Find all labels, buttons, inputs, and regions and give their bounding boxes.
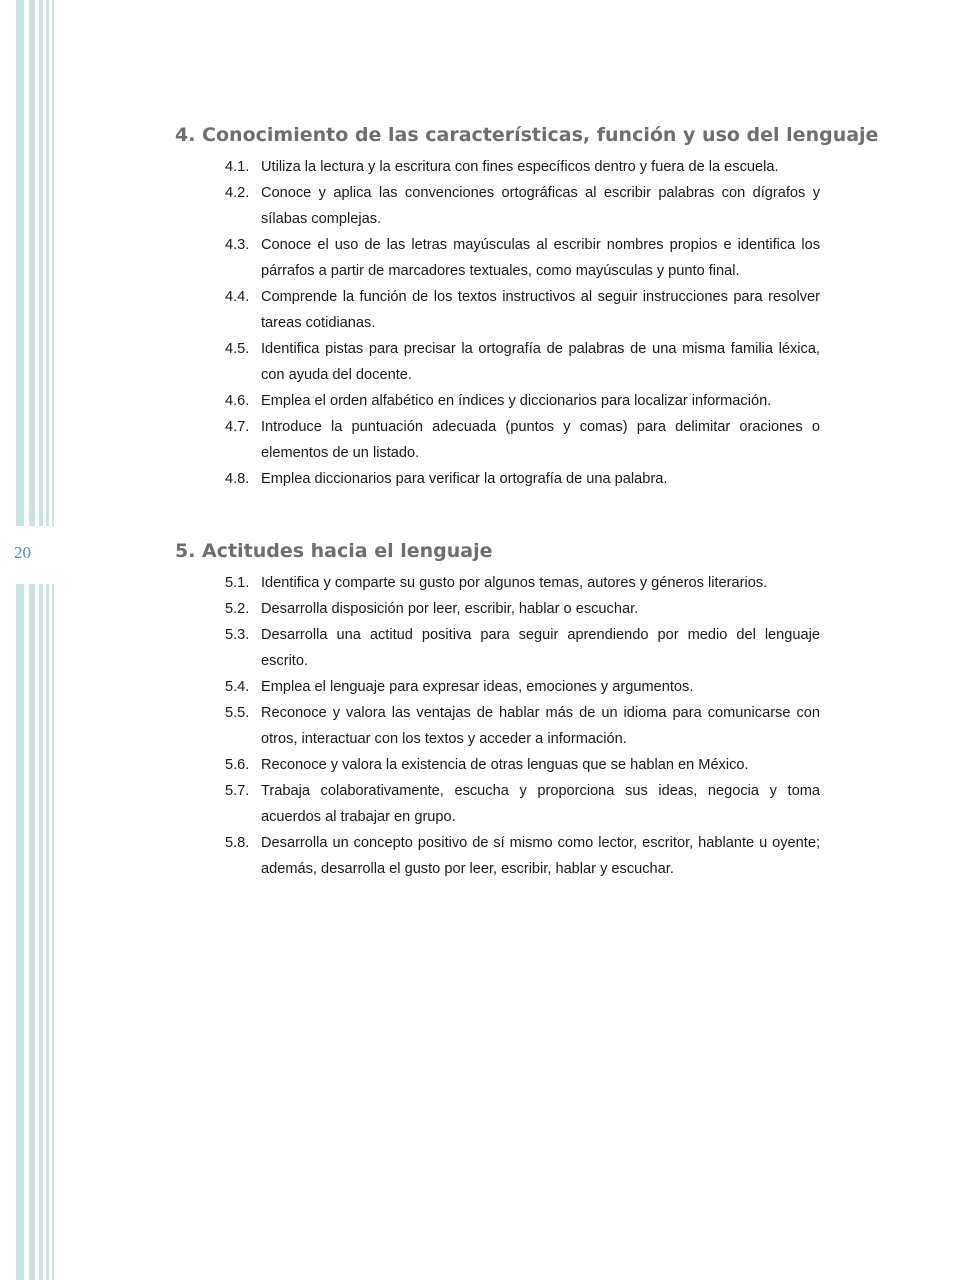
item-text: Introduce la puntuación adecuada (puntos y comas) para delimitar oraciones o elementos de un listado. [261,419,820,461]
list-item [175,336,820,388]
item-text: Utiliza la lectura y la escritura con fines específicos dentro y fuera de la escuela. [261,159,779,175]
section-item-list [175,154,825,492]
list-item [175,596,820,622]
item-number: 4.1. [225,159,250,175]
item-text: Desarrolla una actitud positiva para seguir aprendiendo por medio del lenguaje escrito. [261,627,820,669]
item-number: 5.1. [225,575,250,591]
margin-stripes [0,0,60,1280]
item-text: Desarrolla disposición por leer, escribir, hablar o escuchar. [261,601,639,617]
item-number: 4.2. [225,185,250,201]
section-actitudes [175,537,825,882]
section-item-list [175,570,825,882]
list-item [175,622,820,674]
item-text: Comprende la función de los textos instructivos al seguir instrucciones para resolver tareas cotidianas. [261,289,820,331]
section-title: 5. Actitudes hacia el lenguaje [175,540,493,562]
list-item [175,674,820,700]
item-text: Identifica pistas para precisar la ortografía de palabras de una misma familia léxica, con ayuda del docente. [261,341,820,383]
list-item [175,414,820,466]
page-number: 20 [14,543,31,562]
list-item [175,778,820,830]
margin-stripe [52,0,54,1280]
section-conocimiento [175,121,879,492]
item-number: 4.5. [225,341,250,357]
item-text: Conoce el uso de las letras mayúsculas al escribir nombres propios e identifica los párrafos a partir de marcadores textuales, como mayúsculas y punto final. [261,237,820,279]
item-text: Identifica y comparte su gusto por algunos temas, autores y géneros literarios. [261,575,768,591]
list-item [175,570,820,596]
margin-stripe [29,0,35,1280]
item-number: 5.5. [225,705,250,721]
item-text: Reconoce y valora las ventajas de hablar más de un idioma para comunicarse con otros, interactuar con los textos y acceder a información. [261,705,820,747]
item-number: 4.6. [225,393,250,409]
item-text: Emplea diccionarios para verificar la ortografía de una palabra. [261,471,668,487]
item-number: 5.4. [225,679,250,695]
item-text: Desarrolla un concepto positivo de sí mismo como lector, escritor, hablante u oyente; además, desarrolla el gusto por leer, escribir, hablar y escuchar. [261,835,820,877]
item-text: Trabaja colaborativamente, escucha y proporciona sus ideas, negocia y toma acuerdos al trabajar en grupo. [261,783,820,825]
list-item [175,752,820,778]
list-item [175,232,820,284]
list-item [175,830,820,882]
item-text: Emplea el orden alfabético en índices y diccionarios para localizar información. [261,393,772,409]
list-item [175,180,820,232]
list-item [175,284,820,336]
margin-stripe [16,0,24,1280]
list-item [175,700,820,752]
margin-stripe [46,0,49,1280]
section-title: 4. Conocimiento de las características, función y uso del lenguaje [175,124,879,146]
item-number: 5.2. [225,601,250,617]
item-number: 5.6. [225,757,250,773]
item-number: 4.7. [225,419,250,435]
margin-stripe [39,0,43,1280]
list-item [175,466,820,492]
item-number: 4.4. [225,289,250,305]
item-number: 4.8. [225,471,250,487]
item-number: 4.3. [225,237,250,253]
item-text: Emplea el lenguaje para expresar ideas, emociones y argumentos. [261,679,694,695]
item-number: 5.3. [225,627,250,643]
list-item [175,154,820,180]
item-number: 5.8. [225,835,250,851]
item-text: Conoce y aplica las convenciones ortográficas al escribir palabras con dígrafos y sílabas complejas. [261,185,820,227]
list-item [175,388,820,414]
item-text: Reconoce y valora la existencia de otras lenguas que se hablan en México. [261,757,749,773]
item-number: 5.7. [225,783,250,799]
